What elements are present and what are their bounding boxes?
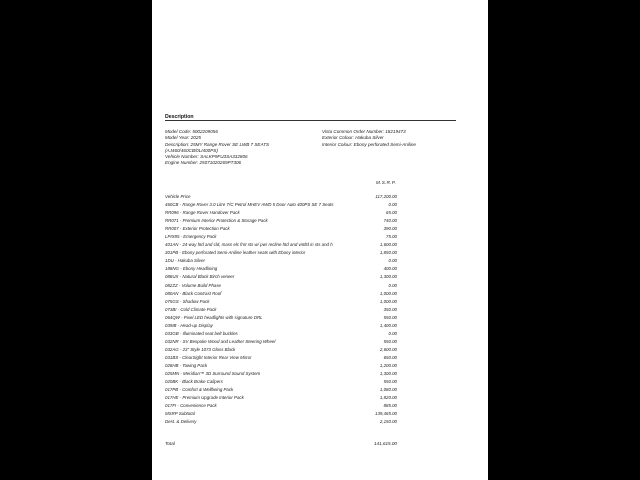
interior-colour: Interior Colour: Ebony perforated Semi-Aniline (322, 141, 416, 147)
item-description: 031BS - ClearSight Interior Rear View Mirror (165, 354, 252, 360)
table-row (165, 242, 397, 250)
item-price: 390.00 (383, 226, 397, 232)
item-price: 1,000.00 (379, 290, 397, 296)
item-description: 017HE - Premium Upgrade Interior Pack (165, 395, 244, 401)
item-price: 0.00 (388, 330, 397, 336)
item-price: 75.00 (386, 234, 397, 240)
item-price: 2,150.00 (379, 419, 397, 425)
item-price: 2,600.00 (379, 346, 397, 352)
table-row (165, 339, 397, 347)
item-description: 032NR - SV Bespoke Wood and Leather Steering Wheel (165, 338, 276, 344)
engine-number: Engine Number: 25071020269PT306 (165, 160, 242, 166)
item-description: MSRP Subtotal (165, 411, 195, 417)
table-row (165, 379, 397, 387)
table-row (165, 226, 397, 234)
msrp-header: M.S.R.P. (376, 180, 397, 185)
total-label: Total (165, 441, 175, 446)
item-price: 550.00 (383, 338, 397, 344)
vehicle-number: Vehicle Number: SALKP9FU3SA332806 (165, 154, 248, 160)
item-price: 550.00 (383, 314, 397, 320)
item-price: 350.00 (383, 306, 397, 312)
item-price: 1,850.00 (379, 250, 397, 256)
table-row (165, 307, 397, 315)
item-description: 025MN - Meridian™ 3D Surround Sound System (165, 371, 261, 377)
item-price: 1,000.00 (379, 298, 397, 304)
item-description: RR096 - Range Rover Handover Pack (165, 210, 240, 216)
item-price: 1,820.00 (379, 395, 397, 401)
item-description: 073BI - Cold Climate Pack (165, 306, 217, 312)
item-description: Dest. & Delivery (165, 419, 197, 425)
table-row (165, 291, 397, 299)
table-row (165, 210, 397, 218)
item-price: 0.00 (388, 202, 397, 208)
total-row (165, 441, 397, 449)
item-description: Vehicle Price (165, 194, 191, 199)
item-description: 064QW - Pixel LED headlights with signature DRL (165, 314, 263, 320)
item-description: 460CB - Range Rover 3.0 Litre T/C Petrol MHEV AWD 5 Door Auto 400PS SE 7 Seats (165, 202, 334, 208)
item-price: 650.00 (383, 354, 397, 360)
item-price: 400.00 (383, 266, 397, 272)
table-row (165, 411, 397, 419)
item-description: 017PB - Comfort & Wellbeing Pack (165, 387, 234, 393)
table-row (165, 387, 397, 395)
line-items-list (165, 194, 397, 427)
item-price: 1,200.00 (379, 362, 397, 368)
order-number: Vista Common Order Number: 18219473 (322, 129, 406, 134)
item-description: 401AN - 24-way htd and cld, mass elc frnt sts w/ pwr recline htd and vntltd in sts and h (165, 242, 333, 248)
item-description: 039IB - Head-up Display (165, 322, 213, 328)
model-description-code: (AJ460/460CB/0LI400PS) (165, 147, 218, 153)
item-price: 885.00 (383, 403, 397, 409)
total-price: 141,615.00 (374, 441, 397, 446)
item-description: 075GS - Shadow Pack (165, 298, 210, 304)
table-row (165, 299, 397, 307)
section-title: Description (165, 114, 194, 120)
model-code: Model Code: 5002209056 (165, 129, 218, 134)
item-price: 0.00 (388, 258, 397, 264)
table-row (165, 395, 397, 403)
item-description: 020BK - Black Brake Calipers (165, 379, 223, 385)
table-row (165, 371, 397, 379)
item-description: RR071 - Premium Interior Protection & Storage Pack (165, 218, 268, 224)
item-price: 1,300.00 (379, 274, 397, 280)
item-description: 032AG - 23" Style 1073 Gloss Black (165, 346, 236, 352)
table-row (165, 218, 397, 226)
item-price: 740.00 (383, 218, 397, 224)
table-row (165, 258, 397, 266)
table-row (165, 363, 397, 371)
table-row (165, 403, 397, 411)
table-row (165, 355, 397, 363)
table-row (165, 202, 397, 210)
item-description: 188NG - Ebony Headlining (165, 266, 218, 272)
table-row (165, 323, 397, 331)
item-description: 301PB - Ebony perforated Semi-Aniline leather seats with Ebony interior (165, 250, 306, 256)
model-description: Description: 25MY Range Rover SE LWB 7 SEATS (165, 141, 270, 147)
item-price: 1,400.00 (379, 322, 397, 328)
item-description: 017FI - Convenience Pack (165, 403, 217, 409)
table-row (165, 194, 397, 202)
item-description: 080AN - Black Contrast Roof (165, 290, 222, 296)
table-row (165, 250, 397, 258)
item-description: 088UX - Natural Black Birch veneer (165, 274, 235, 280)
item-description: 028HB - Towing Pack (165, 362, 208, 368)
item-price: 0.00 (388, 282, 397, 288)
table-row (165, 331, 397, 339)
table-row (165, 266, 397, 274)
item-price: 1,080.00 (379, 387, 397, 393)
item-price: 65.00 (386, 210, 397, 216)
item-description: 033GB - Illuminated seat belt buckles (165, 330, 238, 336)
item-price: 1,600.00 (379, 242, 397, 248)
item-price: 117,200.00 (375, 194, 397, 199)
table-row (165, 419, 397, 427)
item-price: 1,300.00 (379, 371, 397, 377)
item-description: 1DU - Hakuba Silver (165, 258, 206, 264)
table-row (165, 347, 397, 355)
item-description: RR007 - Exterior Protection Pack (165, 226, 230, 232)
item-price: 550.00 (383, 379, 397, 385)
title-divider (165, 120, 456, 121)
table-row (165, 274, 397, 282)
vehicle-meta-left (165, 129, 315, 167)
table-row (165, 315, 397, 323)
item-description: LPIX85 - Emergency Pack (165, 234, 217, 240)
document-page (152, 0, 488, 480)
vehicle-meta-right (322, 129, 482, 148)
table-row (165, 234, 397, 242)
item-description: 082ZZ - Volume Build Phase (165, 282, 221, 288)
item-price: 139,465.00 (375, 411, 397, 417)
model-year: Model Year: 2025 (165, 135, 201, 141)
exterior-colour: Exterior Colour: Hakuba Silver (322, 135, 384, 141)
table-row (165, 283, 397, 291)
